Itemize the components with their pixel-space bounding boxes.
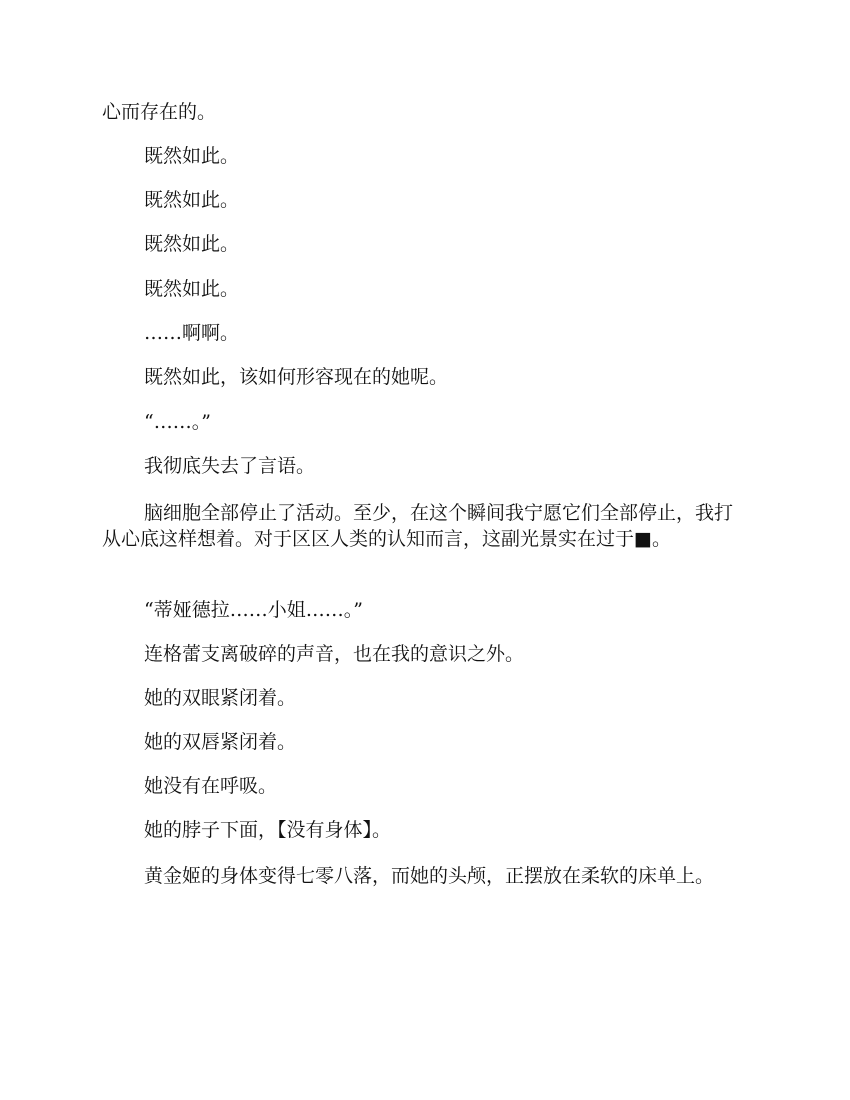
paragraph: 她的双眼紧闭着。: [144, 687, 297, 709]
paragraph: 她没有在呼吸。: [144, 775, 278, 797]
paragraph: 我彻底失去了言语。: [144, 455, 316, 477]
paragraph: ……啊啊。: [144, 322, 240, 344]
paragraph: 连格蕾支离破碎的声音，也在我的意识之外。: [144, 643, 525, 665]
paragraph: 她的脖子下面，【没有身体】。: [144, 819, 392, 841]
paragraph: 既然如此。: [144, 233, 240, 255]
dialogue-paragraph: “蒂娅德拉……小姐……。”: [144, 599, 363, 621]
paragraph: 既然如此。: [144, 189, 240, 211]
paragraph: 既然如此。: [144, 145, 240, 167]
paragraph: 她的双唇紧闭着。: [144, 731, 297, 753]
paragraph: 既然如此。: [144, 278, 240, 300]
paragraph-continued: 心而存在的。: [102, 101, 217, 123]
paragraph: 黄金姬的身体变得七零八落，而她的头颅，正摆放在柔软的床单上。: [144, 865, 715, 887]
paragraph: 既然如此，该如何形容现在的她呢。: [144, 366, 449, 388]
paragraph: 脑细胞全部停止了活动。至少，在这个瞬间我宁愿它们全部停止，我打从心底这样想着。对于区区人类的认知而言，这副光景实在过于■。: [102, 502, 734, 550]
dialogue-paragraph: “……。”: [144, 411, 211, 433]
